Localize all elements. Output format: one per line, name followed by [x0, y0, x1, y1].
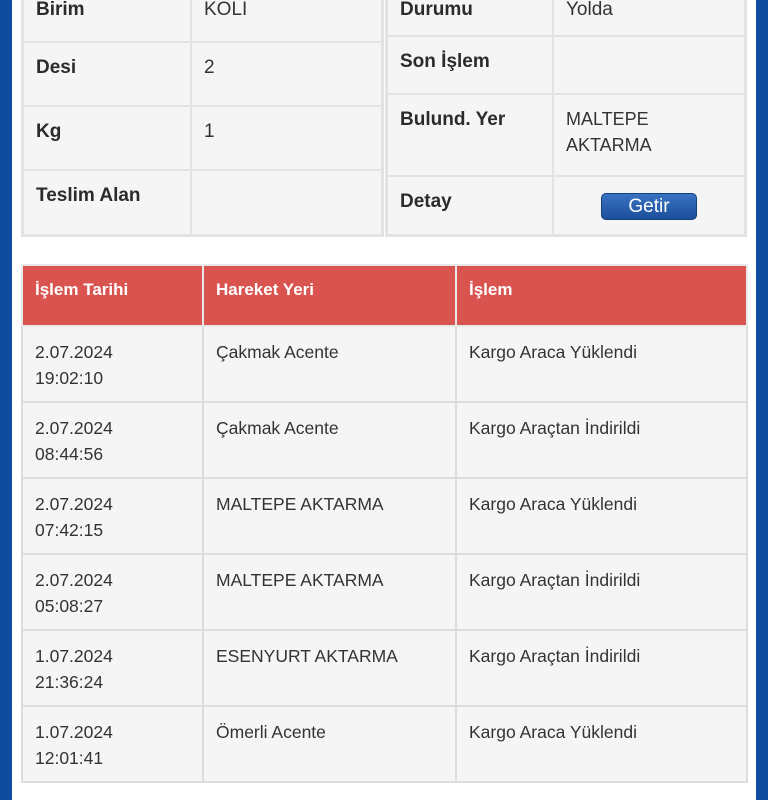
- time-text: 07:42:15: [35, 520, 104, 540]
- info-value: Yolda: [566, 0, 613, 20]
- date-text: 2.07.2024: [35, 494, 113, 514]
- date-text: 1.07.2024: [35, 722, 113, 742]
- info-label-cell: [387, 36, 554, 94]
- location-line-1: MALTEPE: [566, 108, 649, 129]
- header-islem-tarihi: İşlem Tarihi: [22, 265, 203, 326]
- date-text: 2.07.2024: [35, 418, 113, 438]
- header-hareket-yeri: Hareket Yeri: [203, 265, 456, 326]
- info-label-cell: [23, 106, 192, 170]
- info-value: [554, 37, 744, 51]
- time-text: 21:36:24: [35, 672, 104, 692]
- table-row: [22, 706, 747, 782]
- info-value-cell: [553, 94, 746, 176]
- place-cell: ESENYURT AKTARMA: [203, 630, 456, 706]
- info-row-desi: [23, 42, 383, 106]
- location-value: [554, 95, 744, 158]
- action-cell: Kargo Araçtan İndirildi: [456, 554, 747, 630]
- shipment-info-left: [21, 0, 384, 237]
- place-cell: Ömerli Acente: [203, 706, 456, 782]
- place-cell: Çakmak Acente: [203, 326, 456, 402]
- movements-body: [22, 326, 747, 782]
- info-label: Desi: [36, 56, 77, 78]
- info-value: 1: [204, 120, 215, 142]
- info-label: Bulund. Yer: [400, 108, 506, 130]
- action-cell: Kargo Araçtan İndirildi: [456, 630, 747, 706]
- table-row: [22, 402, 747, 478]
- info-value-cell: [191, 106, 383, 170]
- place-cell: MALTEPE AKTARMA: [203, 478, 456, 554]
- info-label: Kg: [36, 120, 62, 142]
- info-value: KOLİ: [204, 0, 248, 20]
- date-cell: [22, 554, 203, 630]
- action-cell: Kargo Araca Yüklendi: [456, 326, 747, 402]
- info-label-cell: [23, 0, 192, 42]
- info-row-bulund-yer: [387, 94, 746, 176]
- info-row-son-islem: [387, 36, 746, 94]
- time-text: 05:08:27: [35, 596, 104, 616]
- info-label: Son İşlem: [400, 50, 490, 72]
- action-cell: Kargo Araca Yüklendi: [456, 478, 747, 554]
- date-cell: [22, 706, 203, 782]
- info-label: Birim: [36, 0, 85, 20]
- info-label: Teslim Alan: [36, 184, 141, 206]
- movements-header-row: [22, 265, 747, 326]
- info-label-cell: [23, 42, 192, 106]
- info-row-durumu: [387, 0, 746, 36]
- date-cell: [22, 630, 203, 706]
- info-label-cell: [387, 0, 554, 36]
- info-value-cell: [191, 170, 383, 236]
- table-row: [22, 554, 747, 630]
- getir-button[interactable]: Getir: [601, 193, 697, 220]
- table-row: [22, 478, 747, 554]
- info-label: Durumu: [400, 0, 473, 20]
- date-cell: [22, 478, 203, 554]
- info-value-cell: [553, 36, 746, 94]
- info-value-cell: [553, 0, 746, 36]
- date-text: 2.07.2024: [35, 342, 113, 362]
- location-line-2: AKTARMA: [566, 134, 652, 155]
- info-label: Detay: [400, 190, 452, 212]
- info-row-birim: [23, 0, 383, 42]
- info-value-cell: [553, 176, 746, 236]
- date-text: 1.07.2024: [35, 646, 113, 666]
- time-text: 19:02:10: [35, 368, 104, 388]
- shipment-info-right: [385, 0, 747, 237]
- content-panel: [12, 0, 756, 800]
- info-label-cell: [23, 170, 192, 236]
- info-value-cell: [191, 0, 383, 42]
- place-cell: Çakmak Acente: [203, 402, 456, 478]
- action-cell: Kargo Araca Yüklendi: [456, 706, 747, 782]
- info-row-kg: [23, 106, 383, 170]
- movements-table: [21, 264, 748, 783]
- info-value-cell: [191, 42, 383, 106]
- info-row-detay: [387, 176, 746, 236]
- time-text: 08:44:56: [35, 444, 104, 464]
- date-cell: [22, 402, 203, 478]
- place-cell: MALTEPE AKTARMA: [203, 554, 456, 630]
- date-cell: [22, 326, 203, 402]
- info-row-teslim-alan: [23, 170, 383, 236]
- date-text: 2.07.2024: [35, 570, 113, 590]
- info-label-cell: [387, 94, 554, 176]
- table-row: [22, 326, 747, 402]
- table-row: [22, 630, 747, 706]
- header-islem: İşlem: [456, 265, 747, 326]
- info-value: 2: [204, 56, 215, 78]
- info-label-cell: [387, 176, 554, 236]
- info-value: [192, 171, 381, 185]
- time-text: 12:01:41: [35, 748, 104, 768]
- action-cell: Kargo Araçtan İndirildi: [456, 402, 747, 478]
